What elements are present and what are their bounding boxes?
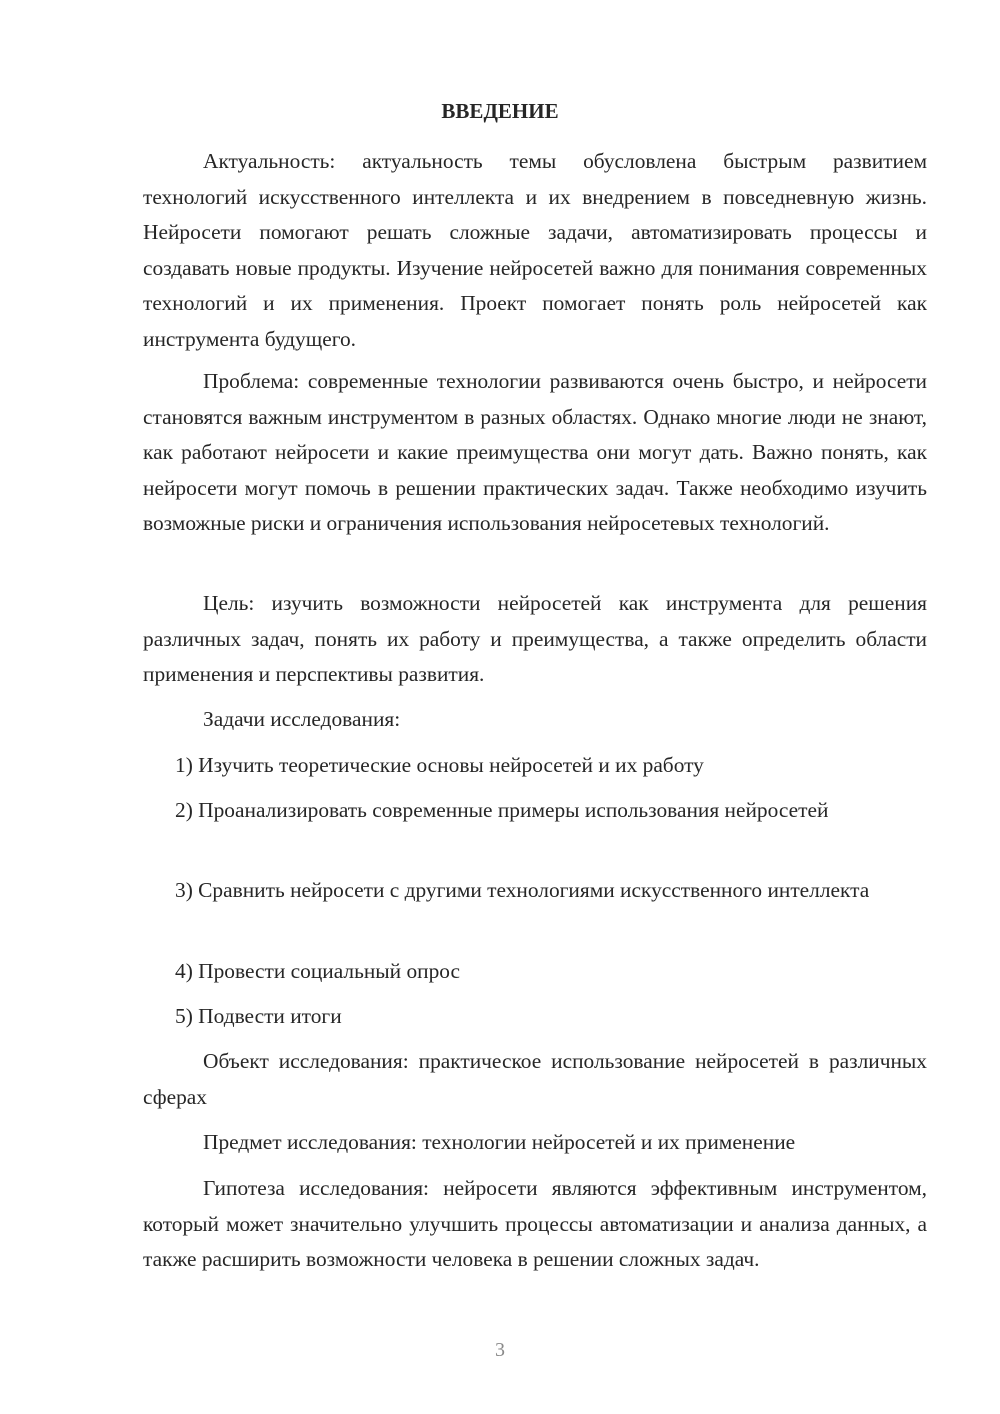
page-number: 3 <box>495 1339 505 1361</box>
task-item-1 <box>143 748 927 784</box>
task-item-3 <box>143 873 927 909</box>
task-item-5 <box>143 999 927 1035</box>
paragraph-text: Проблема: современные технологии развиваются очень быстро, и нейросети становятся важным инструментом в разных областях. Однако многие люди не знают, как работают нейросети и какие преимущества они могут дать. Важно понять, как нейросети могут помочь в решении практических задач. Также необходимо изучить возможные риски и ограничения использования нейросетевых технологий. <box>143 369 927 535</box>
task-item-4 <box>143 954 927 990</box>
paragraph-text: Объект исследования: практическое использование нейросетей в различных сферах <box>143 1049 927 1109</box>
paragraph-text: Предмет исследования: технологии нейросетей и их применение <box>203 1130 796 1154</box>
paragraph-subject <box>143 1125 927 1161</box>
paragraph-text: Актуальность: актуальность темы обусловлена быстрым развитием технологий искусственного интеллекта и их внедрением в повседневную жизнь. Нейросети помогают решать сложные задачи, автоматизировать процессы и создавать новые продукты. Изучение нейросетей важно для понимания современных технологий и их применения. Проект помогает понять роль нейросетей как инструмента будущего. <box>143 149 927 351</box>
tasks-heading <box>143 702 927 738</box>
paragraph-text: Гипотеза исследования: нейросети являются эффективным инструментом, который может значительно улучшить процессы автоматизации и анализа данных, а также расширить возможности человека в решении сложных задач. <box>143 1176 927 1271</box>
task-item-2 <box>143 793 927 829</box>
paragraph-text: Цель: изучить возможности нейросетей как инструмента для решения различных задач, понять их работу и преимущества, а также определить области применения и перспективы развития. <box>143 591 927 686</box>
paragraph-hypothesis <box>143 1171 927 1278</box>
paragraph-text: Задачи исследования: <box>203 707 401 731</box>
list-item: 4) Провести социальный опрос <box>175 959 461 983</box>
list-item: 5) Подвести итоги <box>175 1004 342 1028</box>
paragraph-object <box>143 1044 927 1115</box>
paragraph-problem <box>143 364 927 542</box>
paragraph-goal <box>143 586 927 693</box>
list-item: 3) Сравнить нейросети с другими технологиями искусственного интеллекта <box>175 878 870 902</box>
section-title: ВВЕДЕНИЕ <box>441 99 559 123</box>
list-item: 1) Изучить теоретические основы нейросетей и их работу <box>175 753 704 777</box>
list-item: 2) Проанализировать современные примеры использования нейросетей <box>175 798 829 822</box>
paragraph-relevance <box>143 144 927 357</box>
